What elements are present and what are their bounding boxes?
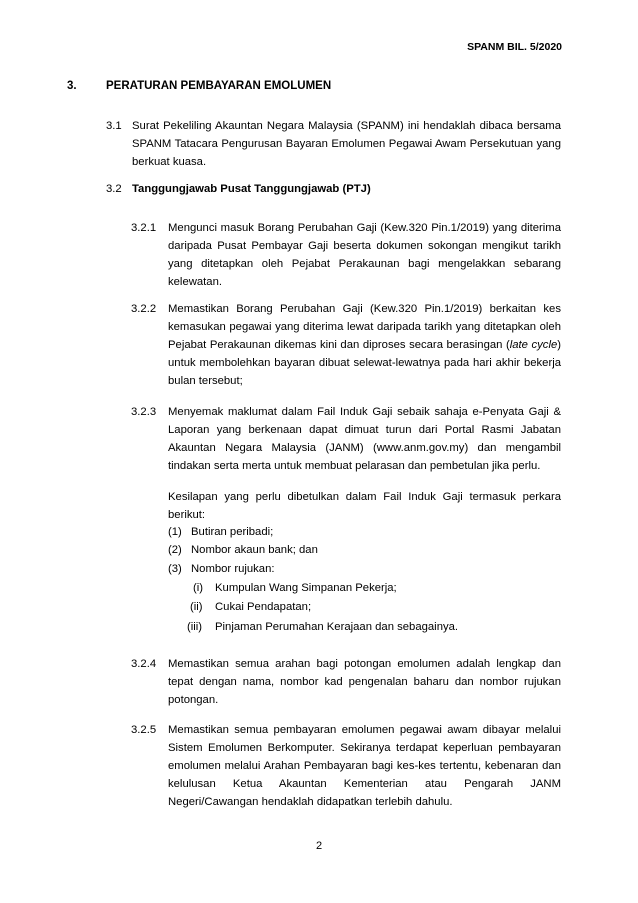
section-number: 3. <box>67 80 77 92</box>
item-3-2-5-number: 3.2.5 <box>131 724 157 736</box>
item-3-2-title: Tanggungjawab Pusat Tanggungjawab (PTJ) <box>132 183 371 195</box>
item-3-2-4-number: 3.2.4 <box>131 658 157 670</box>
item-3-2-3-number: 3.2.3 <box>131 406 157 418</box>
sublist-item-i-text: Kumpulan Wang Simpanan Pekerja; <box>215 582 397 594</box>
item-3-2-2-number: 3.2.2 <box>131 303 157 315</box>
sublist-item-ii-text: Cukai Pendapatan; <box>215 601 312 613</box>
document-reference: SPANM BIL. 5/2020 <box>467 41 562 53</box>
page-number: 2 <box>315 840 323 852</box>
sublist-item-ii-number: (ii) <box>190 601 203 613</box>
item-3-1-number: 3.1 <box>106 120 122 132</box>
list-item-1-text: Butiran peribadi; <box>191 526 274 538</box>
late-cycle-term: late cycle <box>509 339 558 351</box>
list-item-3-number: (3) <box>168 563 182 575</box>
sublist-item-iii-number: (iii) <box>187 621 203 633</box>
item-3-2-4-text: Memastikan semua arahan bagi potongan emolumen adalah lengkap dan tepat dengan nama, nombor kad pengenalan baharu dan nombor rujukan potongan. <box>168 658 561 706</box>
item-3-1-text: Surat Pekeliling Akauntan Negara Malaysia (SPANM) ini hendaklah dibaca bersama SPANM Tatacara Pengurusan Bayaran Emolumen Pegawai Awam Persekutuan yang berkuat kuasa. <box>132 120 561 168</box>
item-3-2-5-text: Memastikan semua pembayaran emolumen pegawai awam dibayar melalui Sistem Emolumen Berkomputer. Sekiranya terdapat keperluan pembayaran emolumen melalui Arahan Pembayaran bagi kes-kes tertentu, kebenaran dan kelulusan Ketua Akauntan Kementerian atau Pengarah JANM Negeri/Cawangan hendaklah didapatkan terlebih dahulu. <box>168 724 561 808</box>
item-3-2-3-para2: Kesilapan yang perlu dibetulkan dalam Fail Induk Gaji termasuk perkara berikut: <box>168 491 561 521</box>
section-title: PERATURAN PEMBAYARAN EMOLUMEN <box>106 80 332 92</box>
item-3-2-number: 3.2 <box>106 183 122 195</box>
list-item-2-number: (2) <box>168 544 182 556</box>
list-item-3-text: Nombor rujukan: <box>191 563 275 575</box>
sublist-item-iii-text: Pinjaman Perumahan Kerajaan dan sebagainya. <box>215 621 459 633</box>
item-3-2-3-text: Menyemak maklumat dalam Fail Induk Gaji sebaik sahaja e-Penyata Gaji & Laporan yang berkenaan dapat dimuat turun dari Portal Rasmi Jabatan Akauntan Negara Malaysia (JANM) (www.anm.gov.my) dan mengambil tindakan serta merta untuk membuat pelarasan dan pembetulan jika perlu. <box>168 406 561 472</box>
item-3-2-2-text: Memastikan Borang Perubahan Gaji (Kew.320 Pin.1/2019) berkaitan kes kemasukan pegawai yang diterima lewat daripada tarikh yang ditetapkan oleh Pejabat Perakaunan dikemas kini dan diproses secara berasingan (late cycle) untuk membolehkan bayaran dibuat selewat-lewatnya pada hari akhir bekerja bulan tersebut; <box>168 303 561 387</box>
item-3-2-1-text: Mengunci masuk Borang Perubahan Gaji (Kew.320 Pin.1/2019) yang diterima daripada Pusat Pembayar Gaji beserta dokumen sokongan mengikut tarikh yang ditetapkan oleh Pejabat Perakaunan bagi mengelakkan sebarang kelewatan. <box>168 222 561 288</box>
list-item-2-text: Nombor akaun bank; dan <box>191 544 318 556</box>
item-3-2-1-number: 3.2.1 <box>131 222 157 234</box>
list-item-1-number: (1) <box>168 526 182 538</box>
sublist-item-i-number: (i) <box>193 582 204 594</box>
